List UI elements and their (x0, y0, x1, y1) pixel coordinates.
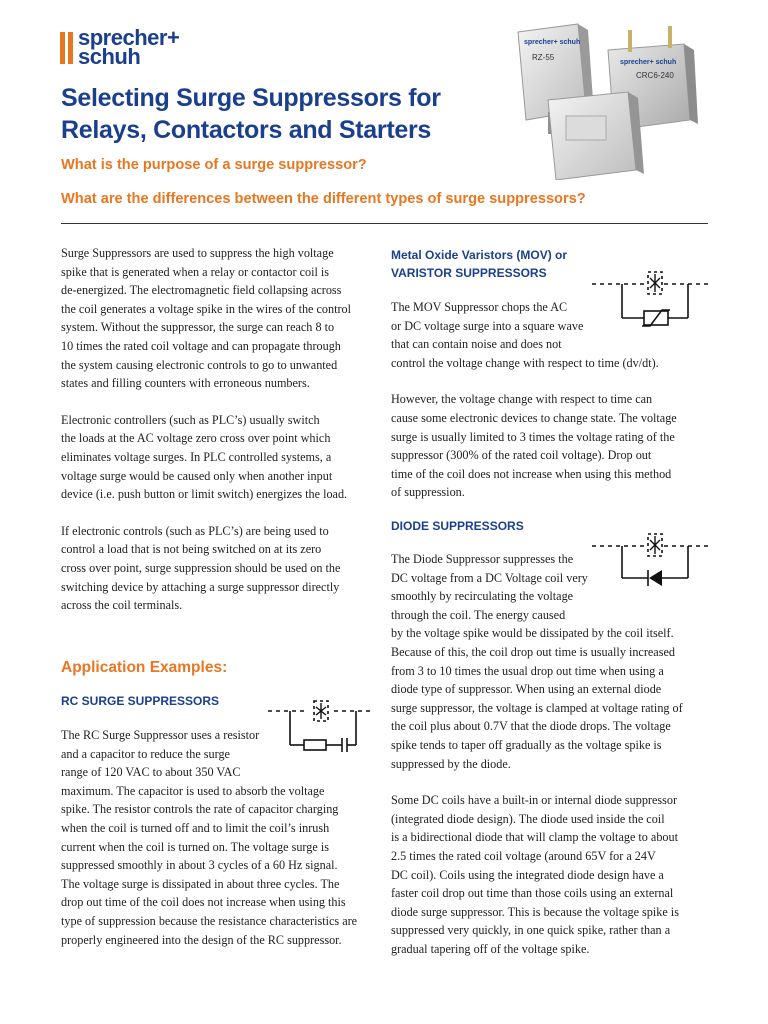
logo-bar-right (68, 32, 73, 64)
logo-wordmark (78, 25, 180, 69)
diode-heading: DIODE SUPPRESSORS (391, 519, 524, 533)
line: device (i.e. push button or limit switch) energizes the load. (61, 487, 348, 502)
line: spike. The resistor controls the rate of capacitor charging (61, 802, 339, 817)
line: diode type of suppressor. When using an external diode (391, 682, 662, 697)
line: through the coil. The energy caused (391, 607, 566, 622)
line: is a bidirectional diode that will clamp the voltage to about (391, 830, 679, 845)
line: Some DC coils have a built-in or internal diode suppressor (391, 793, 678, 808)
line: system. Without the suppressor, the surge can reach 8 to (61, 320, 335, 335)
question-purpose: What is the purpose of a surge suppressor? (61, 157, 367, 173)
line: maximum. The capacitor is used to absorb the voltage (61, 783, 325, 798)
line: by the voltage spike would be dissipated by the coil itself. (391, 626, 674, 641)
line: type of suppression because the resistance characteristics are (61, 913, 358, 928)
line: suppressed by the diode. (391, 756, 511, 771)
line: suppressed very quickly, in one quick spike, rather than a (391, 923, 671, 938)
line: 2.5 times the rated coil voltage (around 65V for a 24V (391, 848, 656, 863)
line: cross over point, surge suppression should be used on the (61, 560, 341, 575)
mov-heading-line-2: VARISTOR SUPPRESSORS (391, 266, 547, 280)
line: range of 120 VAC to about 350 VAC (61, 765, 241, 780)
product-label-right-model: CRC6-240 (636, 71, 674, 80)
mov-paragraph-2 (391, 390, 716, 502)
line: 10 times the rated coil voltage and can propagate through (61, 338, 341, 353)
title-line-2: Relays, Contactors and Starters (61, 116, 431, 144)
plc-paragraph (61, 411, 381, 504)
line: suppressor (300% of the rated coil voltage). Drop out (391, 448, 652, 463)
mov-heading (391, 246, 567, 282)
line: the loads at the AC voltage zero cross over point which (61, 431, 331, 446)
diode-paragraph-1 (391, 550, 716, 773)
line: smoothly by recirculating the voltage (391, 589, 574, 604)
logo-line-1: sprecher+ (78, 25, 180, 50)
line: surge is usually limited to 3 times the voltage rating of the (391, 429, 675, 444)
line: the system causing electronic controls to go to unwanted (61, 357, 338, 372)
line: that can contain noise and does not (391, 337, 562, 352)
product-label-left-brand: sprecher+ schuh (524, 39, 581, 46)
controls-paragraph (61, 522, 381, 615)
line: (integrated diode design). The diode used inside the coil (391, 811, 665, 826)
line: surge suppressor, the voltage is clamped at voltage rating of (391, 700, 683, 715)
logo-line-2: schuh (78, 44, 141, 69)
header-divider (61, 223, 708, 224)
logo-bar-left (60, 32, 65, 64)
line: drop out time of the coil does not increase when using this (61, 895, 346, 910)
diode-description (391, 550, 716, 958)
line: The voltage surge is dissipated in about three cycles. The (61, 876, 340, 891)
line: suppressed smoothly in about 3 cycles of a 60 Hz signal. (61, 858, 338, 873)
diode-paragraph-2 (391, 791, 716, 958)
mov-paragraph-1 (391, 298, 716, 354)
line: faster coil drop out time than those coils using an external (391, 886, 674, 901)
line: or DC voltage surge into a square wave (391, 318, 584, 333)
product-label-right-brand: sprecher+ schuh (620, 59, 677, 66)
line: Electronic controllers (such as PLC’s) usually switch (61, 412, 320, 427)
line: DC coil). Coils using the integrated diode design have a (391, 867, 664, 882)
line: The RC Surge Suppressor uses a resistor (61, 728, 260, 742)
line: across the coil terminals. (61, 598, 183, 613)
rc-paragraph (61, 726, 381, 949)
line: DC voltage from a DC Voltage coil very (391, 570, 588, 585)
line: time of the coil does not increase when using this method (391, 466, 672, 481)
line: The MOV Suppressor chops the AC (391, 300, 568, 314)
line: eliminates voltage surges. In PLC controlled systems, a (61, 449, 332, 464)
line: Surge Suppressors are used to suppress the high voltage (61, 246, 334, 260)
title-line-1: Selecting Surge Suppressors for (61, 84, 441, 112)
line: cause some electronic devices to change state. The voltage (391, 410, 677, 425)
line: spike that is generated when a relay or contactor coil is (61, 264, 330, 279)
product-label-left-model: RZ-55 (532, 53, 555, 62)
mov-description (391, 298, 716, 502)
mov-heading-line-1: Metal Oxide Varistors (MOV) or (391, 248, 568, 262)
line: switching device by attaching a surge suppressor directly (61, 579, 340, 594)
rc-description (61, 726, 381, 949)
application-examples-heading: Application Examples: (61, 659, 228, 676)
line: when the coil is turned off and to limit the coil’s inrush (61, 820, 330, 835)
line: Because of this, the coil drop out time is usually increased (391, 644, 675, 659)
product-photo (508, 20, 708, 180)
line: control a load that is not being switched on at its zero (61, 542, 322, 557)
line: voltage surge would be caused only when another input (61, 468, 333, 483)
line: states and filling counters with erroneous numbers. (61, 376, 310, 391)
line: If electronic controls (such as PLC’s) are being used to (61, 523, 329, 538)
line: The Diode Suppressor suppresses the (391, 552, 574, 566)
line: However, the voltage change with respect to time can (391, 392, 653, 407)
left-column-intro (61, 244, 381, 615)
line: diode surge suppressor. This is because the voltage spike is (391, 904, 679, 919)
line: of suppression. (391, 485, 465, 500)
line: current when the coil is turned on. The voltage surge is (61, 839, 329, 854)
line: the coil generates a voltage spike in the wires of the control (61, 301, 352, 316)
line: de-energized. The electromagnetic field collapsing across (61, 283, 342, 298)
line: the coil plus about 0.7V that the diode drops. The voltage (391, 719, 671, 734)
line: from 3 to 10 times the usual drop out time when using a (391, 663, 664, 678)
line: gradual tapering off of the voltage spike. (391, 941, 590, 956)
rc-heading: RC SURGE SUPPRESSORS (61, 694, 220, 708)
question-differences: What are the differences between the different types of surge suppressors? (61, 191, 586, 207)
brand-logo (60, 25, 220, 72)
page-title (61, 82, 501, 146)
line: and a capacitor to reduce the surge (61, 746, 230, 761)
line: properly engineered into the design of the RC suppressor. (61, 932, 342, 947)
line: spike tends to taper off gradually as the voltage spike is (391, 737, 662, 752)
mov-paragraph-1-end: control the voltage change with respect to time (dv/dt). (391, 355, 659, 370)
intro-paragraph (61, 244, 381, 393)
